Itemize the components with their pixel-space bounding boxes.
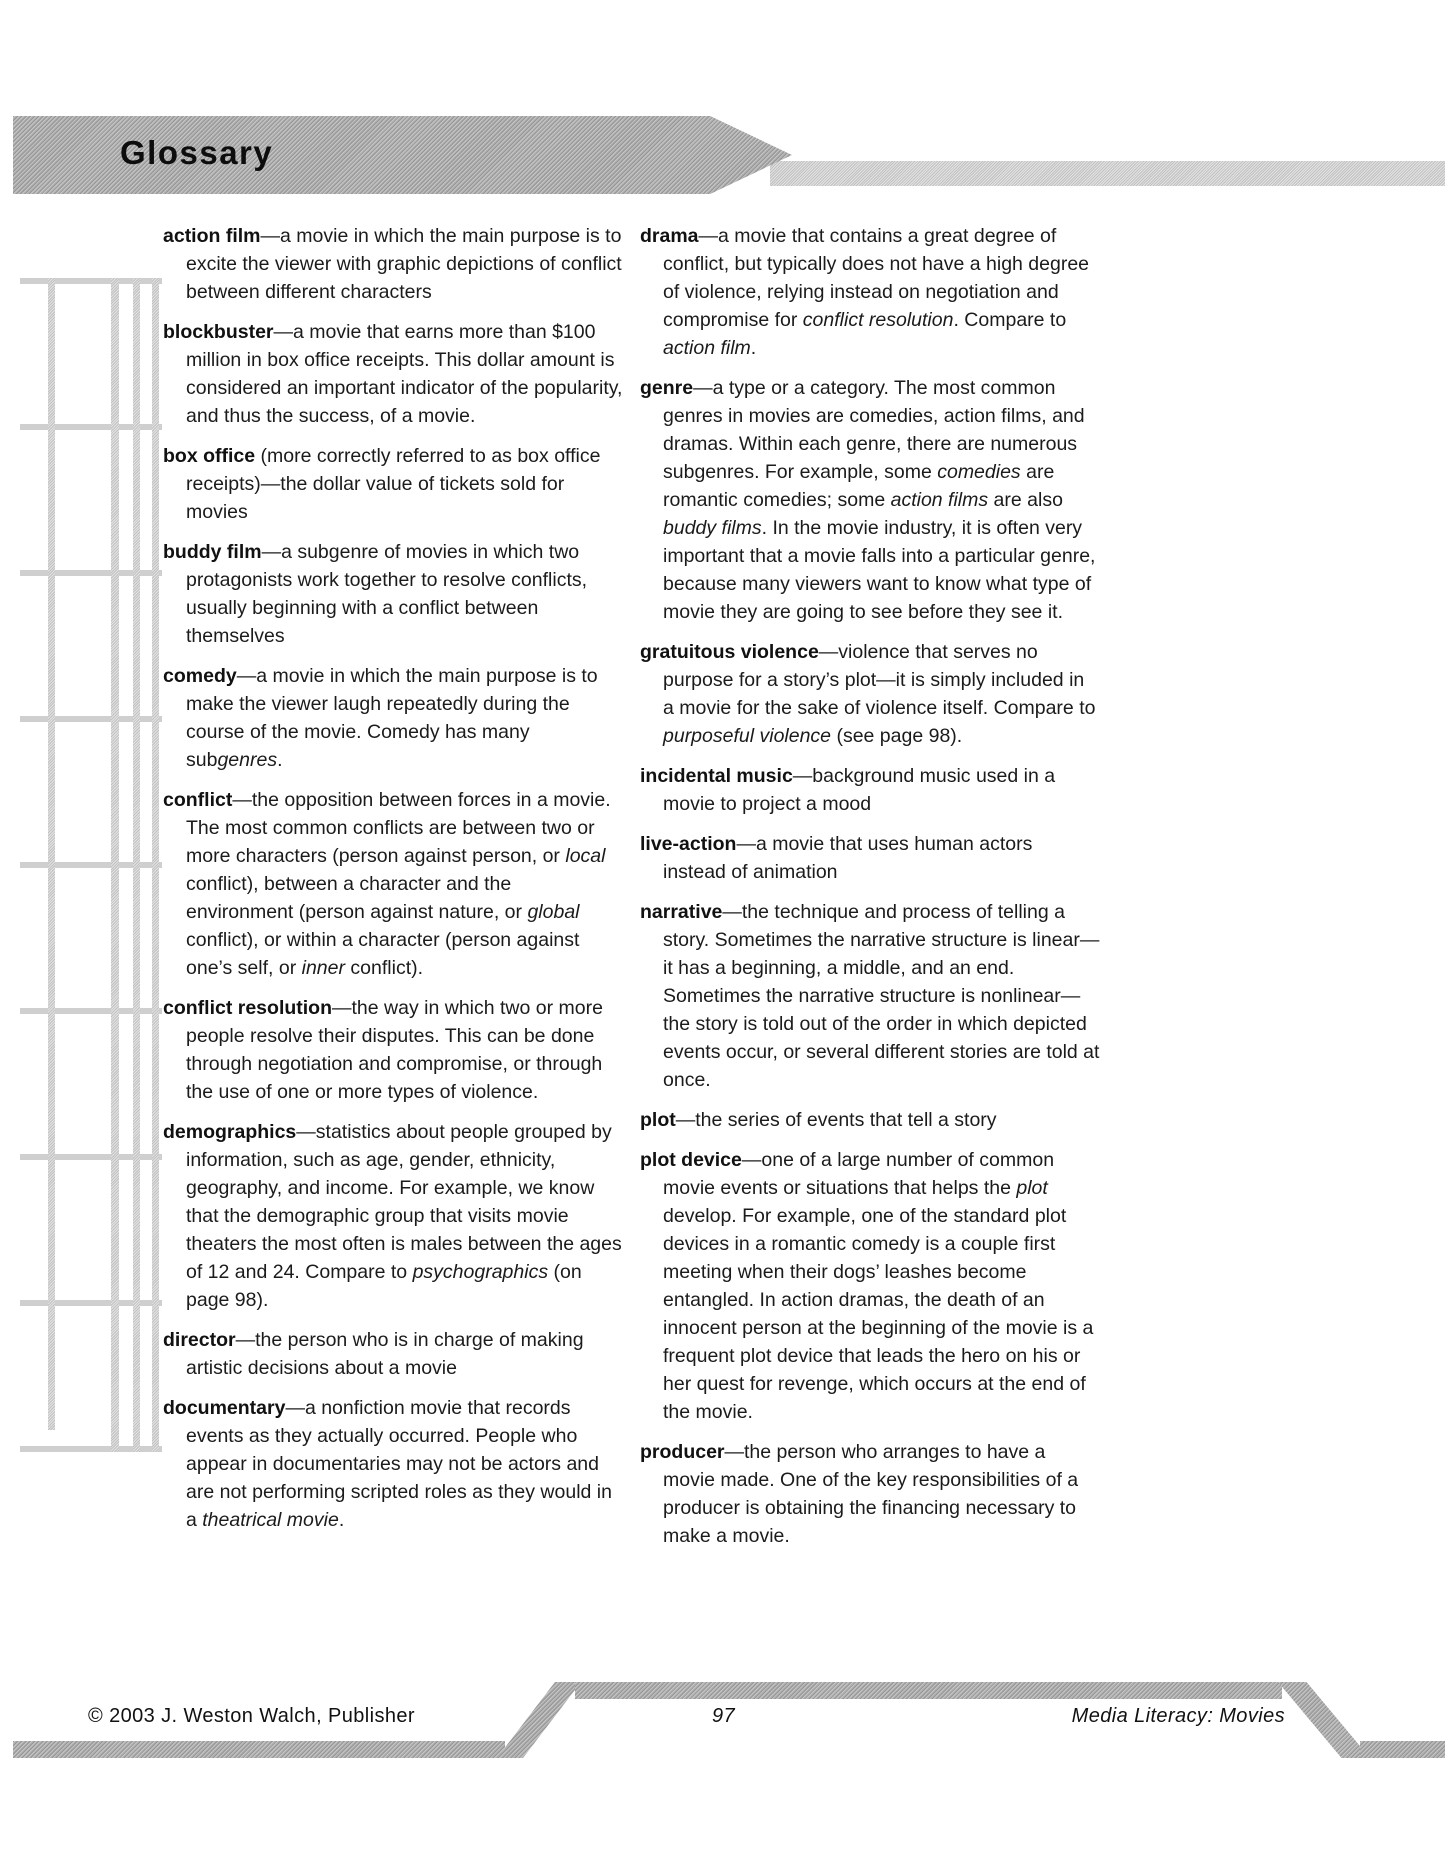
- definition-cross-reference: global: [527, 901, 580, 923]
- definition-text: —a movie that contains a great degree of conflict, but typically does not have a high degree of violence, relying instead on negotiation and compromise for: [663, 225, 1090, 331]
- definition-text: conflict), or within a character (person against one’s self, or: [186, 929, 580, 979]
- definition-cross-reference: purposeful violence: [663, 725, 832, 747]
- glossary-term: box office: [163, 445, 256, 467]
- glossary-entry: [163, 662, 623, 774]
- definition-text: —a nonfiction movie that records events as they actually occurred. People who appear in documentaries may not be actors and are not performing scripted roles as they would in a: [186, 1397, 612, 1531]
- glossary-column-left: [163, 222, 623, 1546]
- definition-text: —one of a large number of common movie events or situations that helps the: [663, 1149, 1055, 1199]
- filmstrip-rail: [133, 278, 140, 1452]
- definition-cross-reference: local: [565, 845, 606, 867]
- glossary-term: producer: [640, 1441, 725, 1463]
- glossary-entry: [640, 1106, 1100, 1134]
- footer-page-number: 97: [712, 1705, 736, 1727]
- definition-cross-reference: inner: [301, 957, 345, 979]
- definition-text: —a type or a category. The most common genres in movies are comedies, action films, and dramas. Within each genre, there are numerous subgenres. For example, some: [663, 377, 1085, 483]
- filmstrip-decoration: [20, 278, 162, 1452]
- glossary-term: gratuitous violence: [640, 641, 819, 663]
- definition-text: are romantic comedies; some: [663, 461, 1055, 511]
- glossary-entry: [640, 1438, 1100, 1550]
- definition-text: —the series of events that tell a story: [675, 1109, 997, 1131]
- glossary-term: buddy film: [163, 541, 262, 563]
- glossary-term: blockbuster: [163, 321, 274, 343]
- definition-text: —statistics about people grouped by information, such as age, gender, ethnicity, geography, and income. For example, we know that the demographic group that visits movie theaters the most often is males between the ages of 12 and 24. Compare to: [186, 1121, 622, 1283]
- footer-ribbon-diagonal-up: [497, 1682, 581, 1758]
- glossary-term: genre: [640, 377, 694, 399]
- glossary-entry: [640, 1146, 1100, 1426]
- definition-cross-reference: action films: [890, 489, 989, 511]
- definition-cross-reference: action film: [663, 337, 751, 359]
- glossary-entry: [163, 994, 623, 1106]
- glossary-term: director: [163, 1329, 236, 1351]
- glossary-entry: [163, 538, 623, 650]
- definition-text: —the person who arranges to have a movie made. One of the key responsibilities of a producer is obtaining the financing necessary to make a movie.: [663, 1441, 1079, 1547]
- glossary-term: conflict resolution: [163, 997, 333, 1019]
- definition-text: .: [338, 1509, 345, 1531]
- header-rule-strip: [770, 161, 1445, 186]
- definition-text: conflict).: [345, 957, 424, 979]
- glossary-entry: [163, 1394, 623, 1534]
- glossary-entry: [640, 830, 1100, 886]
- glossary-entry: [163, 318, 623, 430]
- glossary-entry: [163, 1326, 623, 1382]
- definition-text: —the technique and process of telling a story. Sometimes the narrative structure is linear—it has a beginning, a middle, and an end. Sometimes the narrative structure is nonlinear—the story is told out of the order in which depicted events occur, or several different stories are told at once.: [663, 901, 1100, 1091]
- filmstrip-rungs: [20, 278, 162, 1452]
- definition-text: are also: [988, 489, 1063, 511]
- glossary-term: action film: [163, 225, 261, 247]
- definition-text: .: [750, 337, 757, 359]
- glossary-entry: [640, 898, 1100, 1094]
- glossary-term: documentary: [163, 1397, 286, 1419]
- glossary-term: live-action: [640, 833, 737, 855]
- definition-cross-reference: conflict resolution: [802, 309, 954, 331]
- definition-text: (more correctly referred to as box office receipts)—the dollar value of tickets sold for movies: [186, 445, 601, 523]
- glossary-entry: [163, 1118, 623, 1314]
- definition-text: —violence that serves no purpose for a story’s plot—it is simply included in a movie for the sake of violence itself. Compare to: [663, 641, 1096, 719]
- glossary-entry: [163, 786, 623, 982]
- definition-cross-reference: comedies: [937, 461, 1021, 483]
- definition-text: —a subgenre of movies in which two protagonists work together to resolve conflicts, usually beginning with a conflict between themselves: [186, 541, 588, 647]
- definition-text: —a movie that earns more than $100 million in box office receipts. This dollar amount is considered an important indicator of the popularity, and thus the success, of a movie.: [186, 321, 623, 427]
- glossary-term: comedy: [163, 665, 237, 687]
- footer-ribbon-left: [13, 1741, 505, 1758]
- glossary-entry: [163, 442, 623, 526]
- definition-cross-reference: theatrical movie: [202, 1509, 339, 1531]
- filmstrip-rail: [152, 278, 159, 1452]
- footer-ribbon-diagonal-down: [1278, 1682, 1370, 1758]
- glossary-term: plot: [640, 1109, 676, 1131]
- glossary-entry: [640, 222, 1100, 362]
- definition-text: .: [277, 749, 283, 771]
- definition-text: —a movie in which the main purpose is to make the viewer laugh repeatedly during the course of the movie. Comedy has many sub: [186, 665, 598, 771]
- footer-copyright: © 2003 J. Weston Walch, Publisher: [88, 1705, 415, 1727]
- page-title: Glossary: [120, 134, 274, 171]
- glossary-column-right: [640, 222, 1100, 1562]
- glossary-term: plot device: [640, 1149, 742, 1171]
- glossary-term: narrative: [640, 901, 723, 923]
- footer-book-title: Media Literacy: Movies: [1071, 1705, 1285, 1727]
- definition-text: —background music used in a movie to project a mood: [663, 765, 1056, 815]
- glossary-term: incidental music: [640, 765, 793, 787]
- definition-text: (see page 98).: [831, 725, 963, 747]
- definition-text: —a movie that uses human actors instead of animation: [663, 833, 1033, 883]
- definition-text: —a movie in which the main purpose is to excite the viewer with graphic depictions of conflict between different characters: [186, 225, 622, 303]
- definition-text: —the way in which two or more people resolve their disputes. This can be done through negotiation and compromise, or through the use of one or more types of violence.: [186, 997, 603, 1103]
- definition-cross-reference: buddy films: [663, 517, 762, 539]
- glossary-entry: [640, 762, 1100, 818]
- glossary-term: drama: [640, 225, 699, 247]
- definition-text: develop. For example, one of the standard plot devices in a romantic comedy is a couple first meeting when their dogs’ leashes become entangled. In action dramas, the death of an innocent person at the beginning of the movie is a frequent plot device that leads the hero on his or her quest for revenge, which occurs at the end of the movie.: [663, 1205, 1094, 1423]
- definition-cross-reference: psychographics: [412, 1261, 549, 1283]
- definition-text: (on page 98).: [186, 1261, 582, 1311]
- glossary-entry: [163, 222, 623, 306]
- definition-cross-reference: genres: [217, 749, 278, 771]
- glossary-term: demographics: [163, 1121, 297, 1143]
- filmstrip-rail: [48, 278, 55, 1430]
- glossary-term: conflict: [163, 789, 233, 811]
- definition-text: —the opposition between forces in a movie. The most common conflicts are between two or more characters (person against person, or: [186, 789, 611, 867]
- glossary-entry: [640, 374, 1100, 626]
- definition-text: conflict), between a character and the environment (person against nature, or: [186, 873, 528, 923]
- footer-ribbon-right: [1360, 1741, 1445, 1758]
- definition-cross-reference: plot: [1016, 1177, 1048, 1199]
- glossary-entry: [640, 638, 1100, 750]
- filmstrip-rail: [111, 278, 119, 1452]
- definition-text: —the person who is in charge of making artistic decisions about a movie: [186, 1329, 584, 1379]
- definition-text: . In the movie industry, it is often very important that a movie falls into a particular genre, because many viewers want to know what type of movie they are going to see before they see it.: [663, 517, 1096, 623]
- definition-text: . Compare to: [953, 309, 1067, 331]
- footer-ribbon-top: [575, 1682, 1282, 1699]
